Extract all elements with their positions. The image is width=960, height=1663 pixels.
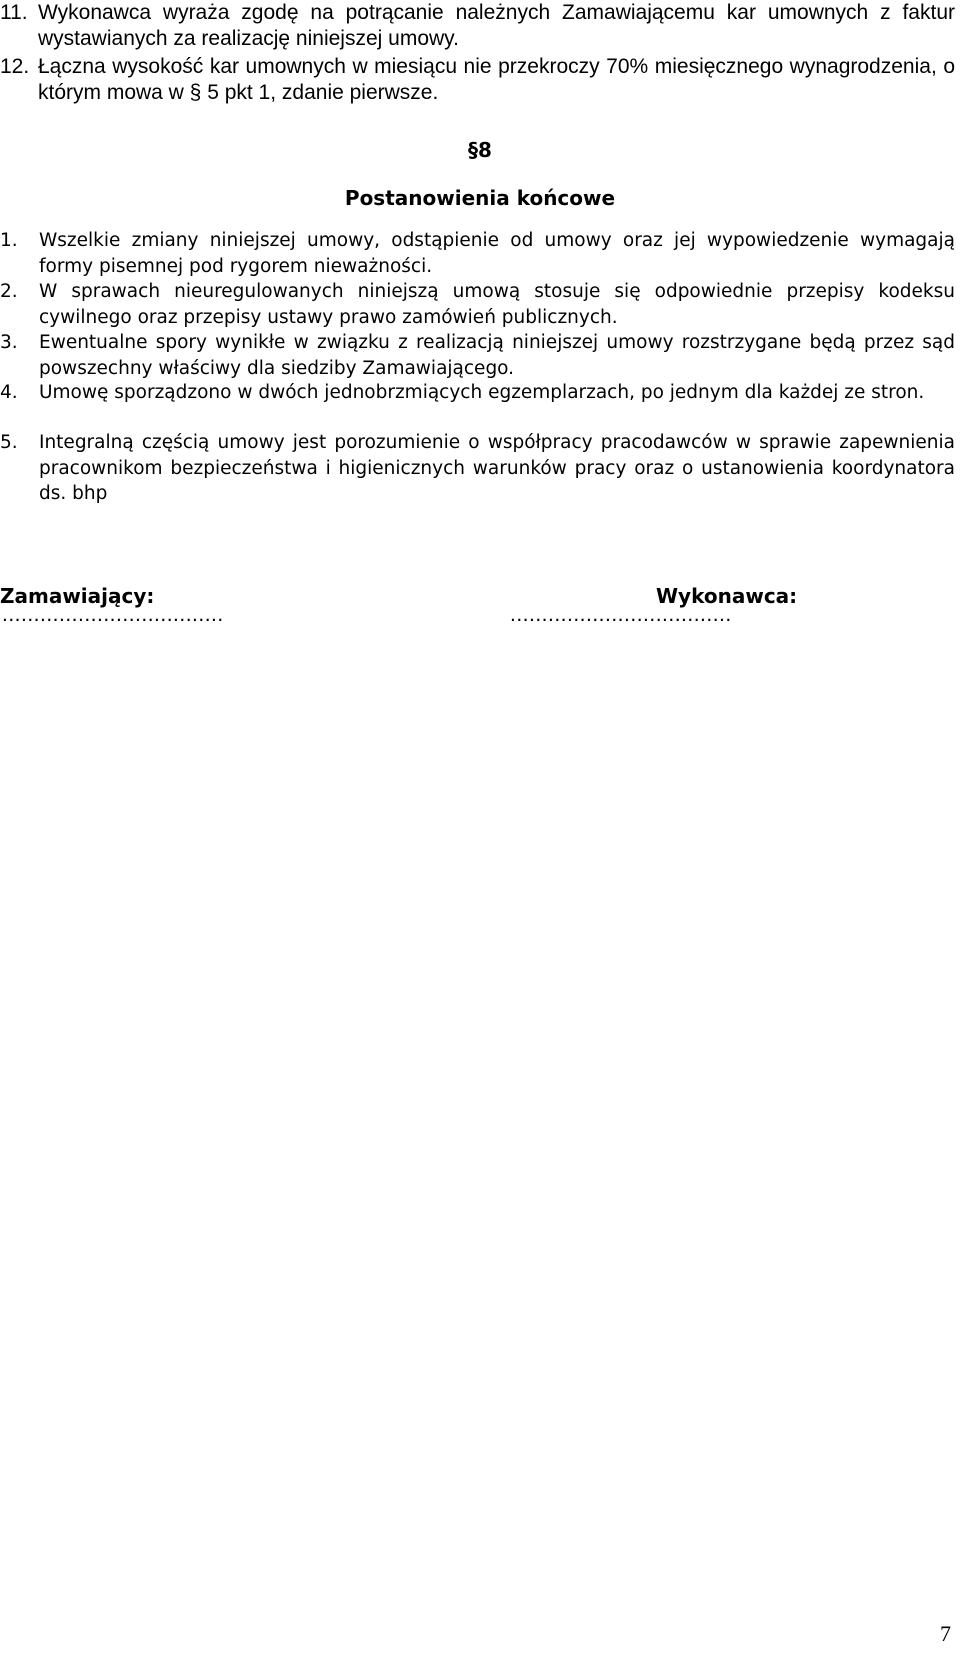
signature-line-zamawiajacy: ................................... <box>2 603 224 626</box>
clause-text: Wszelkie zmiany niniejszej umowy, odstąpienie od umowy oraz jej wypowiedzenie wymagają formy pisemnej pod rygorem nieważności. <box>39 230 955 277</box>
clause-text: Integralną częścią umowy jest porozumienie o współpracy pracodawców w sprawie zapewnienia pracownikom bezpieczeństwa i higienicznych warunków pracy oraz o ustanowienia koordynatora ds. bhp <box>39 432 955 504</box>
clause-2 <box>0 279 955 330</box>
clause-number: 5. <box>0 432 18 453</box>
list-item-12 <box>0 54 955 106</box>
clause-number: 3. <box>0 332 18 353</box>
clause-3 <box>0 330 955 381</box>
clause-text: W sprawach nieuregulowanych niniejszą umową stosuje się odpowiednie przepisy kodeksu cywilnego oraz przepisy ustawy prawo zamówień publicznych. <box>39 281 955 328</box>
list-item-number: 12. <box>0 55 30 78</box>
list-item-11 <box>0 0 955 52</box>
signature-line-wykonawca: ................................... <box>510 603 732 626</box>
clause-4 <box>0 380 955 406</box>
clause-number: 1. <box>0 230 18 251</box>
section-sign: §8 <box>468 138 492 162</box>
page-number: 7 <box>940 1621 951 1646</box>
clause-5 <box>0 430 955 507</box>
signature-label-zamawiajacy: Zamawiający: <box>0 584 155 608</box>
clause-number: 4. <box>0 382 18 403</box>
clause-number: 2. <box>0 281 18 302</box>
clause-1 <box>0 228 955 279</box>
list-item-text: Łączna wysokość kar umownych w miesiącu nie przekroczy 70% miesięcznego wynagrodzenia, o którym mowa w § 5 pkt 1, zdanie pierwsze. <box>38 55 955 104</box>
clause-text: Ewentualne spory wynikłe w związku z realizacją niniejszej umowy rozstrzygane będą przez sąd powszechny właściwy dla siedziby Zamawiającego. <box>39 332 955 379</box>
section-title: Postanowienia końcowe <box>344 186 616 210</box>
clause-text: Umowę sporządzono w dwóch jednobrzmiących egzemplarzach, po jednym dla każdej ze stron. <box>39 382 925 403</box>
list-item-text: Wykonawca wyraża zgodę na potrącanie należnych Zamawiającemu kar umownych z faktur wystawianych za realizację niniejszej umowy. <box>38 1 955 50</box>
signature-label-wykonawca: Wykonawca: <box>656 584 798 608</box>
list-item-number: 11. <box>0 1 28 24</box>
